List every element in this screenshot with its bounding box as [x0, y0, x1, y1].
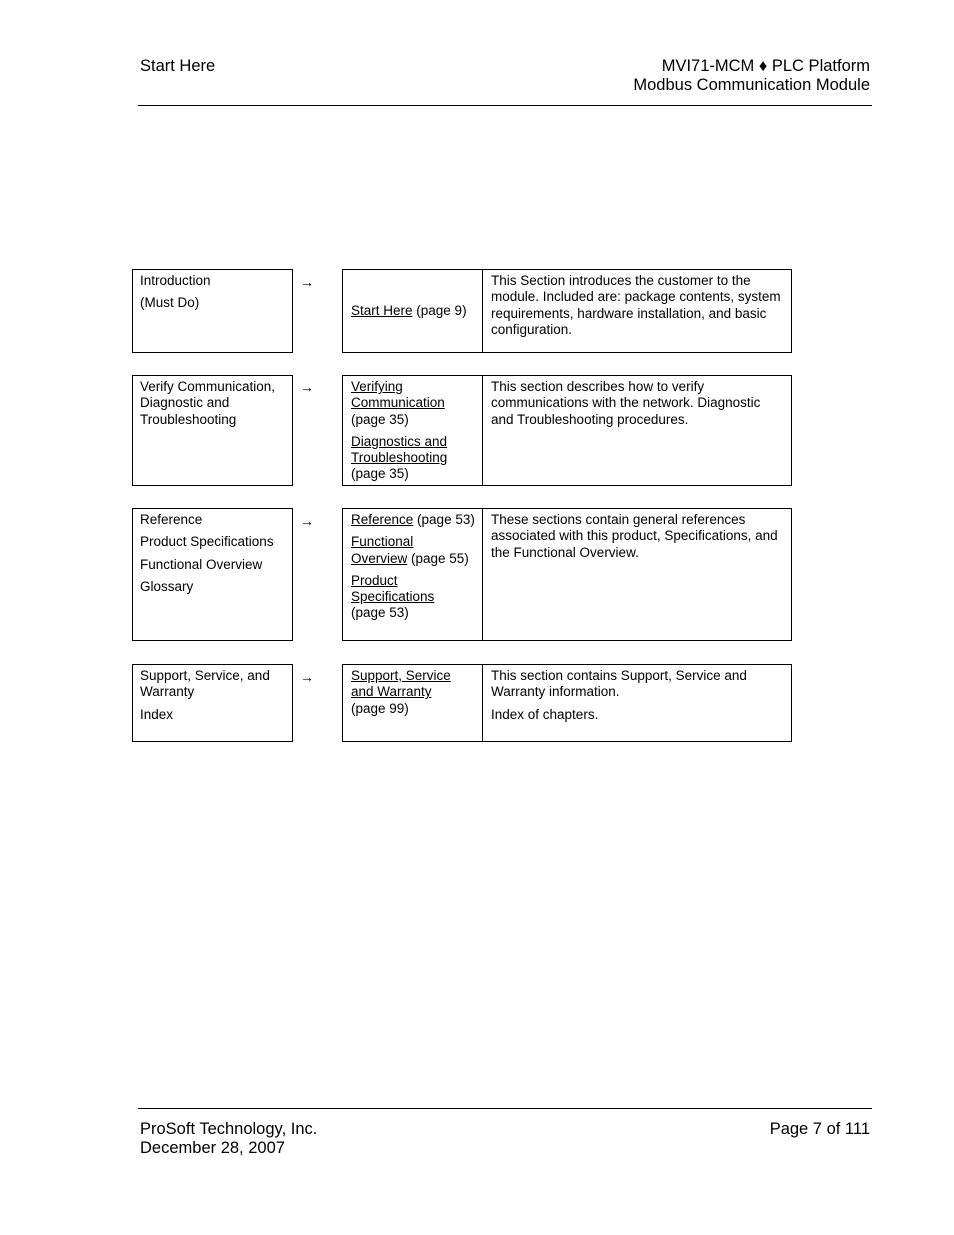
link-text: Overview [351, 550, 408, 566]
row-1-divider [482, 270, 483, 352]
row-2-link-entry [351, 379, 479, 428]
row-4-arrow-icon: → [300, 669, 314, 685]
running-header-product [633, 57, 870, 95]
verifying-communication-link[interactable] [351, 379, 445, 410]
row-3-link-entry [351, 573, 479, 622]
row-2-topic-line: Verify Communication, Diagnostic and Troubleshooting [140, 379, 276, 427]
link-text: Troubleshooting [351, 450, 448, 466]
row-2-arrow-icon: → [300, 379, 314, 395]
row-4-detail-box [342, 664, 792, 742]
row-1-detail-box [342, 269, 792, 353]
row-2-divider [482, 376, 483, 485]
row-1-topic-line: Introduction [140, 273, 211, 288]
footer-date: December 28, 2007 [140, 1139, 285, 1157]
row-1-topic-box [132, 269, 293, 353]
diagnostics-troubleshooting-link[interactable] [351, 434, 447, 465]
row-4-topic-line: Support, Service, and Warranty [140, 668, 270, 700]
row-4-description: Index of chapters. [491, 706, 599, 722]
product-specifications-link[interactable] [351, 573, 434, 604]
link-text: Diagnostics and [351, 433, 448, 449]
link-text: Specifications [351, 589, 435, 605]
functional-overview-link[interactable] [351, 534, 413, 565]
start-here-link[interactable]: Start Here [351, 303, 413, 318]
page-ref: (page 53) [413, 512, 475, 527]
running-header-section: Start Here [140, 57, 216, 75]
row-4-topic-line: Index [140, 706, 174, 722]
row-2-topic-box [132, 375, 293, 486]
footer-left [140, 1120, 317, 1158]
row-3-topic-line: Glossary [140, 578, 194, 594]
row-3-description: These sections contain general references associated with this product, Specifications, and the Functional Overview. [491, 512, 778, 560]
row-3-divider [482, 509, 483, 640]
row-1-description: This Section introduces the customer to the module. Included are: package contents, system requirements, hardware installation, and basic configuration. [491, 273, 781, 337]
footer-company: ProSoft Technology, Inc. [140, 1120, 318, 1138]
link-text: Communication [351, 395, 445, 411]
link-text: Functional [351, 534, 414, 550]
row-3-topic-line: Functional Overview [140, 556, 263, 572]
link-text: Verifying [351, 379, 403, 394]
page-ref: (page 35) [351, 411, 409, 427]
row-3-detail-box [342, 508, 792, 641]
row-1-arrow-icon: → [300, 274, 314, 290]
row-3-arrow-icon: → [300, 513, 314, 529]
page-ref: (page 99) [351, 700, 409, 716]
reference-link[interactable]: Reference [351, 512, 414, 527]
page-ref: (page 53) [351, 605, 409, 621]
row-3-topic-box [132, 508, 293, 641]
row-3-link-entry [351, 512, 479, 528]
row-1-link-entry [351, 303, 479, 319]
link-text: Support, Service [351, 668, 451, 683]
page-ref: (page 9) [412, 303, 467, 318]
row-3-topic-line: Reference [140, 512, 203, 527]
product-subtitle: Modbus Communication Module [633, 76, 870, 94]
row-4-link-entry [351, 668, 479, 717]
row-4-divider [482, 665, 483, 741]
row-2-description: This section describes how to verify communications with the network. Diagnostic and Troubleshooting procedures. [491, 379, 761, 427]
row-3-topic-line: Product Specifications [140, 534, 274, 550]
row-2-link-entry [351, 434, 479, 483]
row-1-topic-line: (Must Do) [140, 295, 200, 311]
header-rule [138, 105, 872, 106]
product-title: MVI71-MCM ♦ PLC Platform [661, 57, 870, 75]
row-2-detail-box [342, 375, 792, 486]
support-service-warranty-link[interactable] [351, 668, 451, 699]
page-ref: (page 35) [351, 466, 409, 482]
link-text: and Warranty [351, 684, 432, 700]
link-text: Product [351, 572, 398, 588]
row-4-description: This section contains Support, Service and Warranty information. [491, 668, 747, 700]
page-ref: (page 55) [407, 550, 469, 566]
row-4-topic-box [132, 664, 293, 742]
footer-rule [138, 1108, 872, 1109]
footer-page-number: Page 7 of 111 [769, 1120, 870, 1138]
row-3-link-entry [351, 534, 479, 567]
